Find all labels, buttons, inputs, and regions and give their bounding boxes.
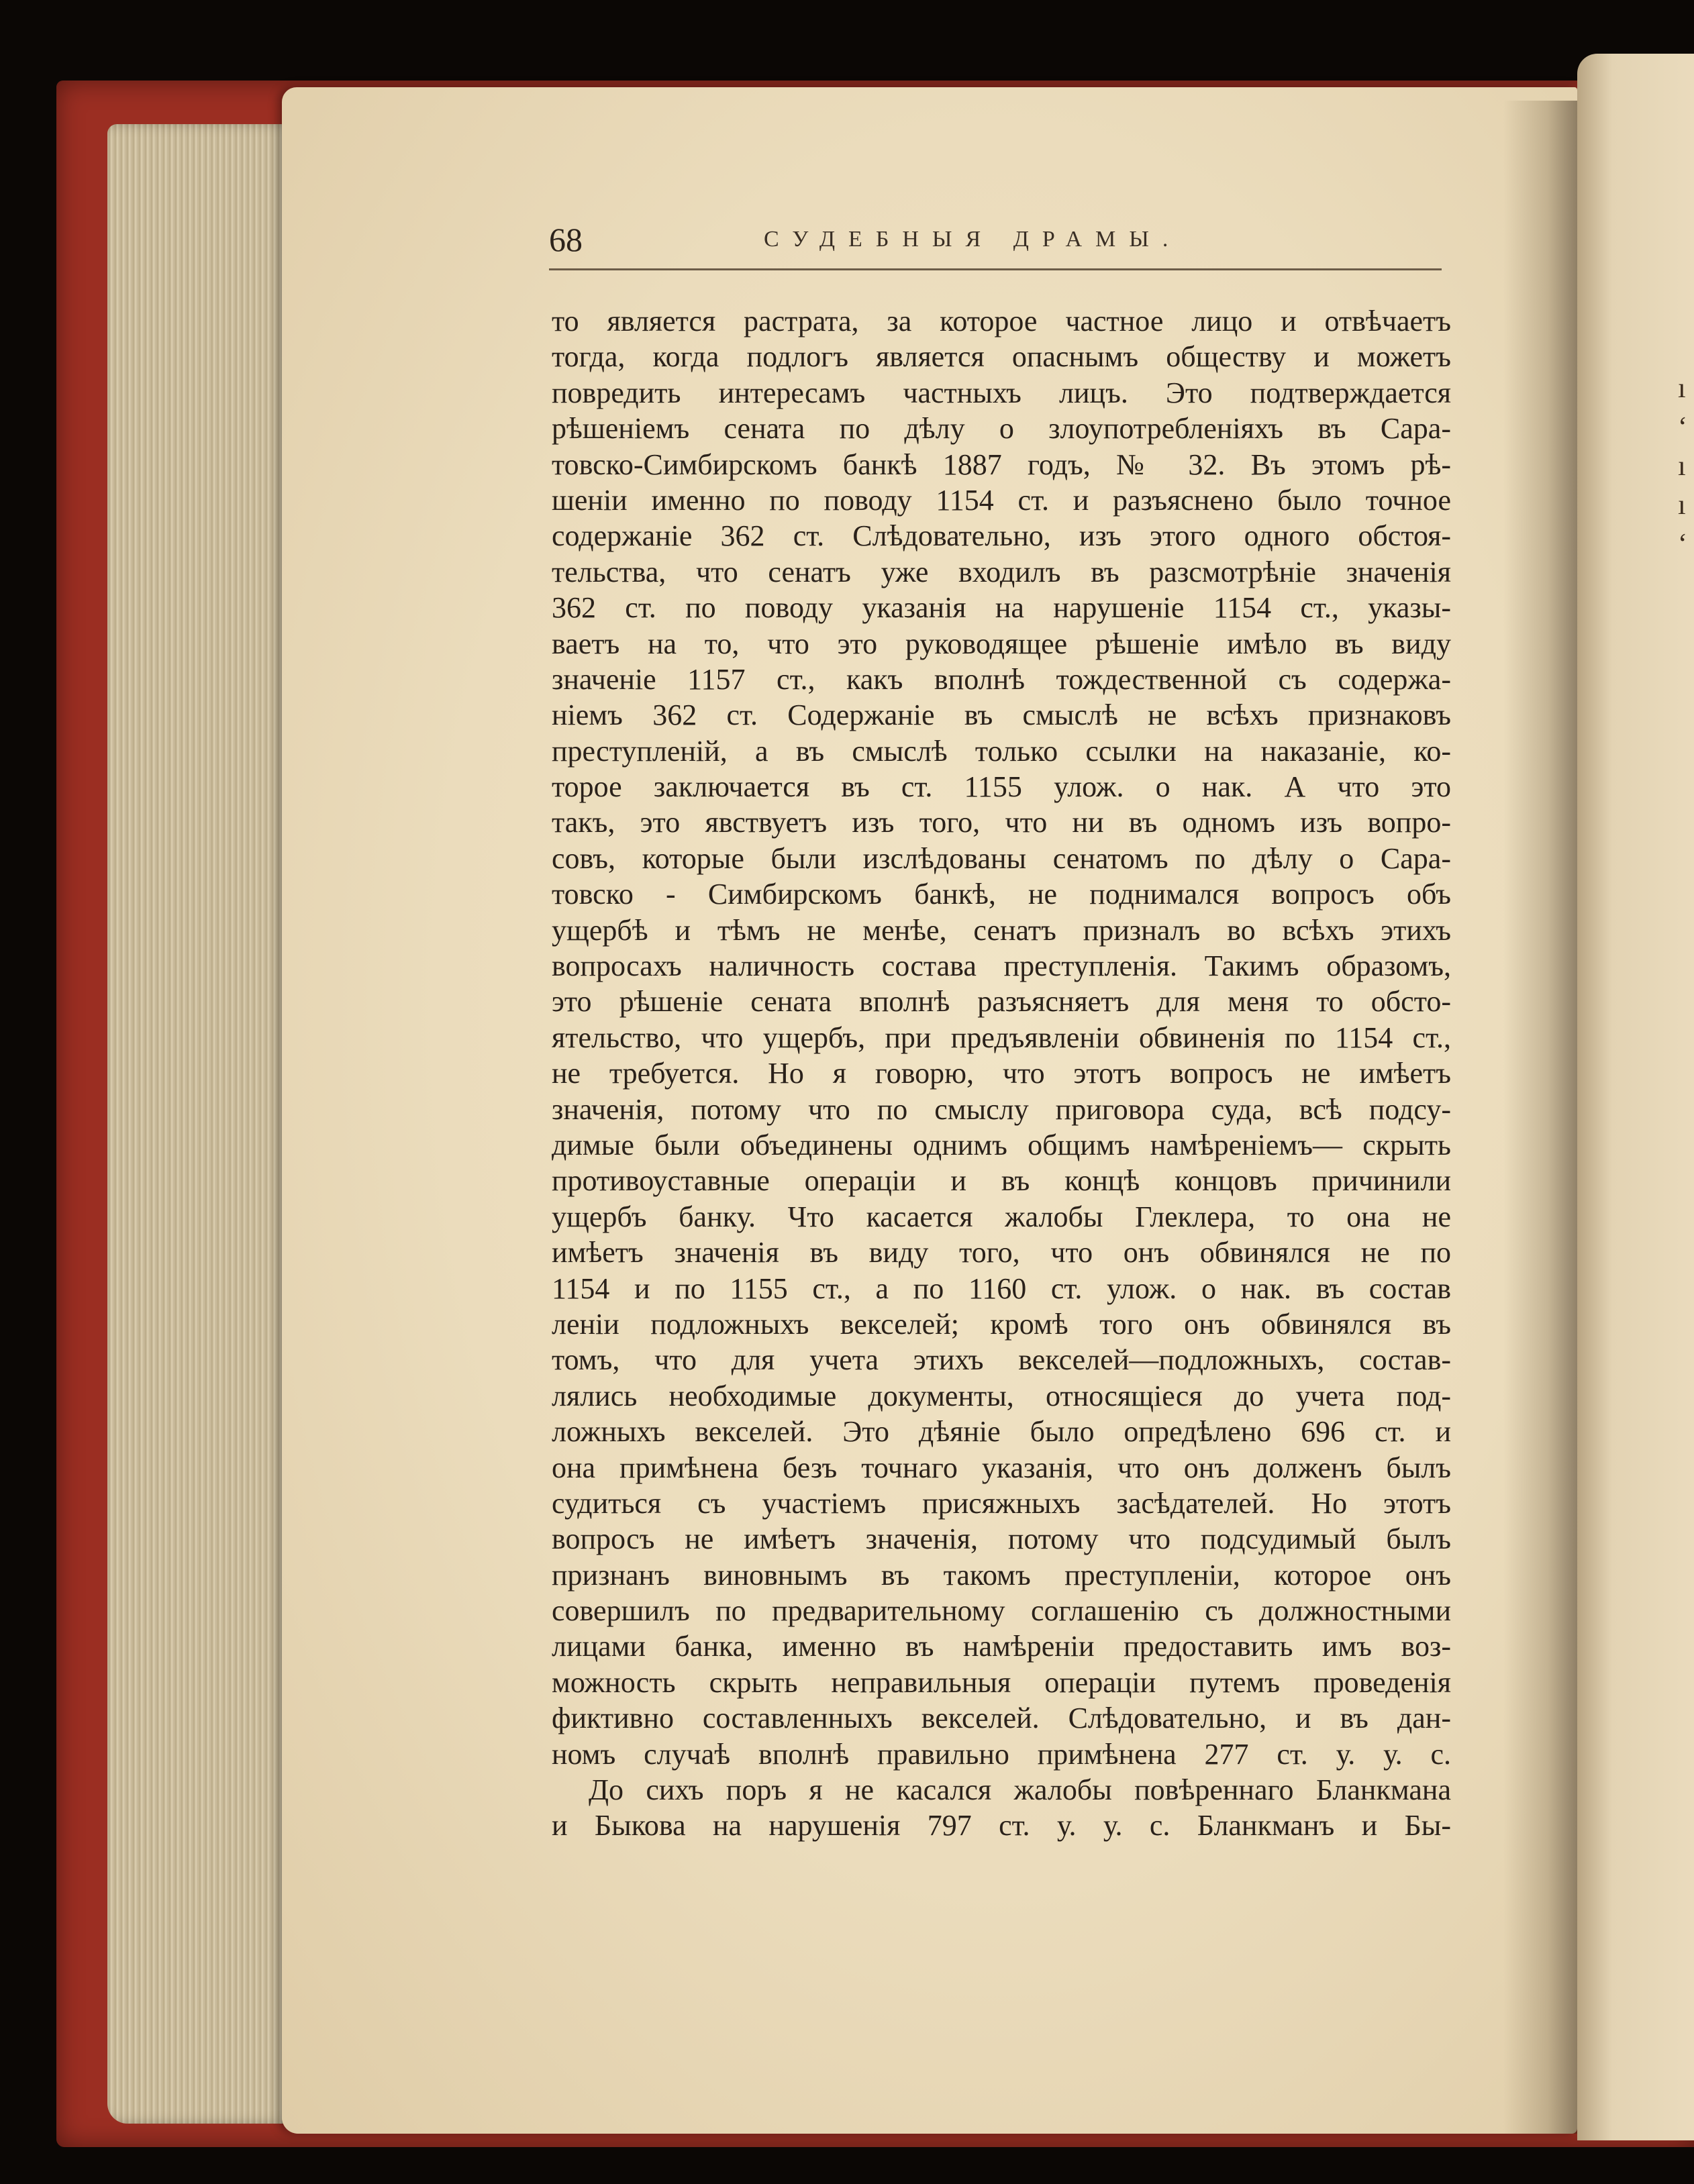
right-page-fragments bbox=[1678, 369, 1691, 564]
text-line: то является растрата, за которое частное лицо и отвѣчаетъ bbox=[552, 305, 1451, 337]
text-line: вопросахъ наличность состава преступленія. Такимъ образомъ, bbox=[552, 949, 1451, 983]
text-line: значеніе 1157 ст., какъ вполнѣ тождественной съ содержа- bbox=[552, 662, 1451, 696]
running-head bbox=[549, 220, 1442, 267]
text-line: ваетъ на то, что это руководящее рѣшеніе имѣло въ виду bbox=[552, 627, 1451, 660]
text-line: содержаніе 362 ст. Слѣдовательно, изъ этого одного обстоя- bbox=[552, 519, 1451, 553]
right-page-fragment: ‘ bbox=[1678, 529, 1687, 560]
page-edges bbox=[107, 124, 305, 2124]
text-line: ятельство, что ущербъ, при предъявленіи обвиненія по 1154 ст., bbox=[552, 1021, 1451, 1054]
page-number: 68 bbox=[549, 221, 583, 258]
text-line: это рѣшеніе сената вполнѣ разъясняетъ для меня то обсто- bbox=[552, 985, 1451, 1019]
text-line: преступленій, а въ смыслѣ только ссылки на наказаніе, ко- bbox=[552, 734, 1451, 768]
right-page-fragment: ı bbox=[1678, 373, 1686, 404]
text-line: вопросъ не имѣетъ значенія, потому что подсудимый былъ bbox=[552, 1522, 1451, 1556]
text-line: ніемъ 362 ст. Содержаніе въ смыслѣ не всѣхъ признаковъ bbox=[552, 698, 1451, 732]
right-page bbox=[1577, 54, 1694, 2140]
text-line: торое заключается въ ст. 1155 улож. о нак. А что это bbox=[552, 770, 1451, 804]
text-line: 362 ст. по поводу указанія на нарушеніе 1154 ст., указы- bbox=[552, 591, 1451, 625]
text-line: совершилъ по предварительному соглашенію съ должностными bbox=[552, 1594, 1451, 1628]
text-line: противоуставные операціи и въ концѣ концовъ причинили bbox=[552, 1164, 1451, 1198]
text-line: можность скрыть неправильныя операціи путемъ проведенія bbox=[552, 1665, 1451, 1699]
text-line: димые были объединены однимъ общимъ намѣреніемъ— скрыть bbox=[552, 1128, 1451, 1161]
text-line: имѣетъ значенія въ виду того, что онъ обвинялся не по bbox=[552, 1236, 1451, 1269]
right-page-fragment: ‘ bbox=[1678, 412, 1687, 443]
text-line: ущербъ банку. Что касается жалобы Глеклера, то она не bbox=[552, 1200, 1451, 1233]
text-line: повредить интересамъ частныхъ лицъ. Это подтверждается bbox=[552, 376, 1451, 409]
body-text bbox=[552, 303, 1451, 1844]
text-line: рѣшеніемъ сената по дѣлу о злоупотребленіяхъ въ Сара- bbox=[552, 412, 1451, 446]
text-line: значенія, потому что по смыслу приговора суда, всѣ подсу- bbox=[552, 1092, 1451, 1126]
text-line: такъ, это явствуетъ изъ того, что ни въ одномъ изъ вопро- bbox=[552, 806, 1451, 839]
text-line: совъ, которые были изслѣдованы сенатомъ по дѣлу о Сара- bbox=[552, 841, 1451, 875]
text-line: леніи подложныхъ векселей; кромѣ того онъ обвинялся въ bbox=[552, 1307, 1451, 1341]
right-page-fragment: ı bbox=[1678, 451, 1686, 482]
header-rule bbox=[549, 268, 1442, 270]
text-line: тельства, что сенатъ уже входилъ въ разсмотрѣніе значенія bbox=[552, 555, 1451, 588]
text-line: фиктивно составленныхъ векселей. Слѣдовательно, и въ дан- bbox=[552, 1702, 1451, 1735]
gutter-shadow bbox=[1503, 101, 1584, 2134]
text-line: номъ случаѣ вполнѣ правильно примѣнена 277 ст. у. у. с. bbox=[552, 1737, 1451, 1771]
text-line: томъ, что для учета этихъ векселей—подложныхъ, состав- bbox=[552, 1343, 1451, 1377]
text-line: не требуется. Но я говорю, что этотъ вопросъ не имѣетъ bbox=[552, 1057, 1451, 1090]
text-line: судиться съ участіемъ присяжныхъ засѣдателей. Но этотъ bbox=[552, 1486, 1451, 1520]
text-line: До сихъ поръ я не касался жалобы повѣреннаго Бланкмана bbox=[589, 1773, 1451, 1807]
text-line: лялись необходимые документы, относящіеся до учета под- bbox=[552, 1379, 1451, 1412]
text-line: шеніи именно по поводу 1154 ст. и разъяснено было точное bbox=[552, 483, 1451, 517]
right-page-fragment: ı bbox=[1678, 490, 1686, 521]
text-line: 1154 и по 1155 ст., а по 1160 ст. улож. о нак. въ состав bbox=[552, 1271, 1451, 1305]
text-line: лицами банка, именно въ намѣреніи предоставить имъ воз- bbox=[552, 1630, 1451, 1663]
text-line: ложныхъ векселей. Это дѣяніе было опредѣлено 696 ст. и bbox=[552, 1415, 1451, 1449]
text-line: признанъ виновнымъ въ такомъ преступленіи, которое онъ bbox=[552, 1558, 1451, 1592]
running-title: СУДЕБНЫЯ ДРАМЫ. bbox=[764, 227, 1182, 252]
text-line: тогда, когда подлогъ является опаснымъ обществу и можетъ bbox=[552, 340, 1451, 374]
text-line: товско - Симбирскомъ банкѣ, не поднимался вопросъ объ bbox=[552, 878, 1451, 911]
text-line: она примѣнена безъ точнаго указанія, что онъ долженъ былъ bbox=[552, 1451, 1451, 1484]
text-line: товско-Симбирскомъ банкѣ 1887 годъ, № 32. Въ этомъ рѣ- bbox=[552, 448, 1451, 481]
text-line: и Быкова на нарушенія 797 ст. у. у. с. Бланкманъ и Бы- bbox=[552, 1809, 1451, 1842]
text-line: ущербѣ и тѣмъ не менѣе, сенатъ призналъ во всѣхъ этихъ bbox=[552, 913, 1451, 947]
